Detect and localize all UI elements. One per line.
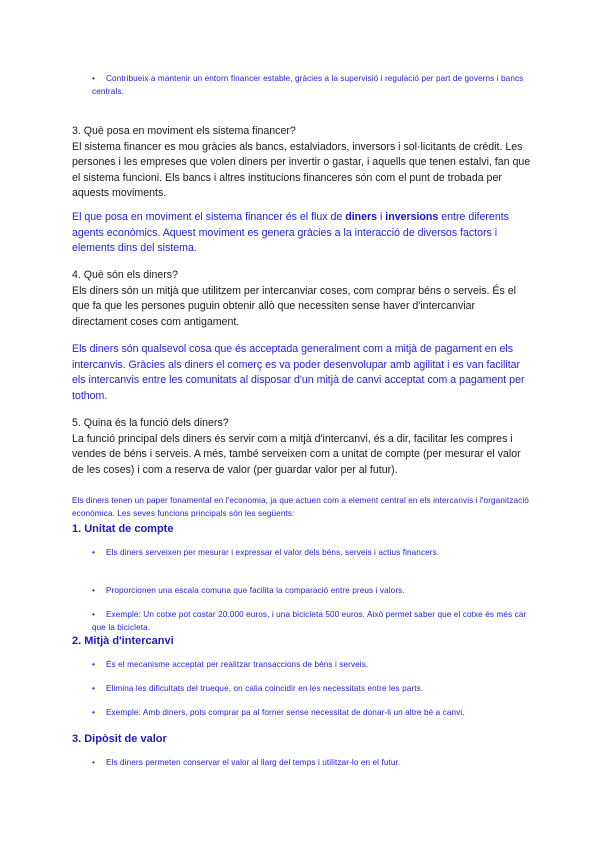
list-item-text: Els diners permeten conservar el valor al llarg del temps i utilitzar-lo en el futur. xyxy=(106,758,401,767)
list-item-text: Els diners serveixen per mesurar i expressar el valor dels béns, serveis i actius financers. xyxy=(106,548,440,557)
list-item xyxy=(92,584,532,597)
list-item xyxy=(92,706,532,719)
list-item xyxy=(92,658,532,671)
question-title: 5. Quina és la funció dels diners? xyxy=(72,417,229,429)
list-item-text: És el mecanisme acceptat per realitzar transaccions de béns i serveis. xyxy=(106,660,369,669)
bullet-icon: • xyxy=(92,586,95,595)
list-item-text: Exemple: Un cotxe pot costar 20.000 euros, i una bicicleta 500 euros. Això permet saber que el cotxe és més car que la bicicleta. xyxy=(92,610,527,632)
bullet-icon: • xyxy=(92,74,95,83)
answer-text: El que posa en moviment el sistema financer és el flux de xyxy=(72,211,346,223)
bullet-icon: • xyxy=(92,660,95,669)
list-item xyxy=(92,608,532,634)
list-item xyxy=(92,756,532,769)
question-block xyxy=(72,268,532,330)
bullet-icon: • xyxy=(92,708,95,717)
intro-paragraph: Els diners tenen un paper fonamental en l'economia, ja que actuen com a element central en els intercanvis i l'organització econòmica. Les seves funcions principals són les següents: xyxy=(72,496,529,518)
question-title: 3. Què posa en moviment els sistema financer? xyxy=(72,125,296,137)
answer-text: entre diferents agents econòmics. Aquest moviment es genera gràcies a la interacció de diversos factors i elements dins del sistema. xyxy=(72,211,509,254)
bullet-icon: • xyxy=(92,684,95,693)
list-item xyxy=(92,546,532,559)
bullet-icon: • xyxy=(92,610,95,619)
answer-text: i xyxy=(377,211,386,223)
bullet-icon: • xyxy=(92,758,95,767)
section-heading: 3. Dipòsit de valor xyxy=(72,733,167,745)
bold-term: diners xyxy=(345,211,378,223)
list-item xyxy=(92,72,532,98)
question-block xyxy=(72,124,532,202)
question-body: La funció principal dels diners és servir com a mitjà d'intercanvi, és a dir, facilitar les compres i vendes de béns i serveis. A més, també serveixen com a unitat de compte (per mesurar el valor de les coses) i com a reserva de valor (per guardar valor per al futur). xyxy=(72,432,521,476)
question-body: El sistema financer es mou gràcies als bancs, estalviadors, inversors i sol·licitants de crèdit. Les persones i les empreses que volen diners per invertir o gastar, i aquells que tenen estalvi, fan que el sistema funcioni. Els bancs i altres institucions financeres són com el punt de trobada per aquests moviments. xyxy=(72,140,531,199)
question-title: 4. Què són els diners? xyxy=(72,269,178,281)
list-item-text: Contribueix a mantenir un entorn financer estable, gràcies a la supervisió i regulació per part de governs i bancs centrals. xyxy=(92,74,524,96)
section-heading: 2. Mitjà d'intercanvi xyxy=(72,635,174,647)
list-item-text: Proporcionen una escala comuna que facilita la comparació entre preus i valors. xyxy=(106,586,405,595)
section-heading: 1. Unitat de compte xyxy=(72,523,174,535)
answer-paragraph xyxy=(72,210,532,257)
question-block xyxy=(72,416,532,478)
question-body: Els diners són un mitjà que utilitzem per intercanviar coses, com comprar béns o serveis. És el que fa que les persones puguin obtenir allò que necessiten sense haver d'intercanviar directament coses com antigament. xyxy=(72,284,516,328)
list-item-text: Elimina les dificultats del trueque, on calia coincidir en les necessitats entre les parts. xyxy=(106,684,424,693)
answer-paragraph: Els diners són qualsevol cosa que és acceptada generalment com a mitjà de pagament en els intercanvis. Gràcies als diners el comerç es va poder desenvolupar amb agilitat i es van facilitar els intercanvis entre les comunitats al disposar d'un mitjà de canvi acceptat com a pagament per tothom. xyxy=(72,343,525,402)
bold-term: inversions xyxy=(385,211,439,223)
list-item xyxy=(92,682,532,695)
bullet-icon: • xyxy=(92,548,95,557)
list-item-text: Exemple: Amb diners, pots comprar pa al forner sense necessitat de donar-li un altre bé a canvi. xyxy=(106,708,465,717)
